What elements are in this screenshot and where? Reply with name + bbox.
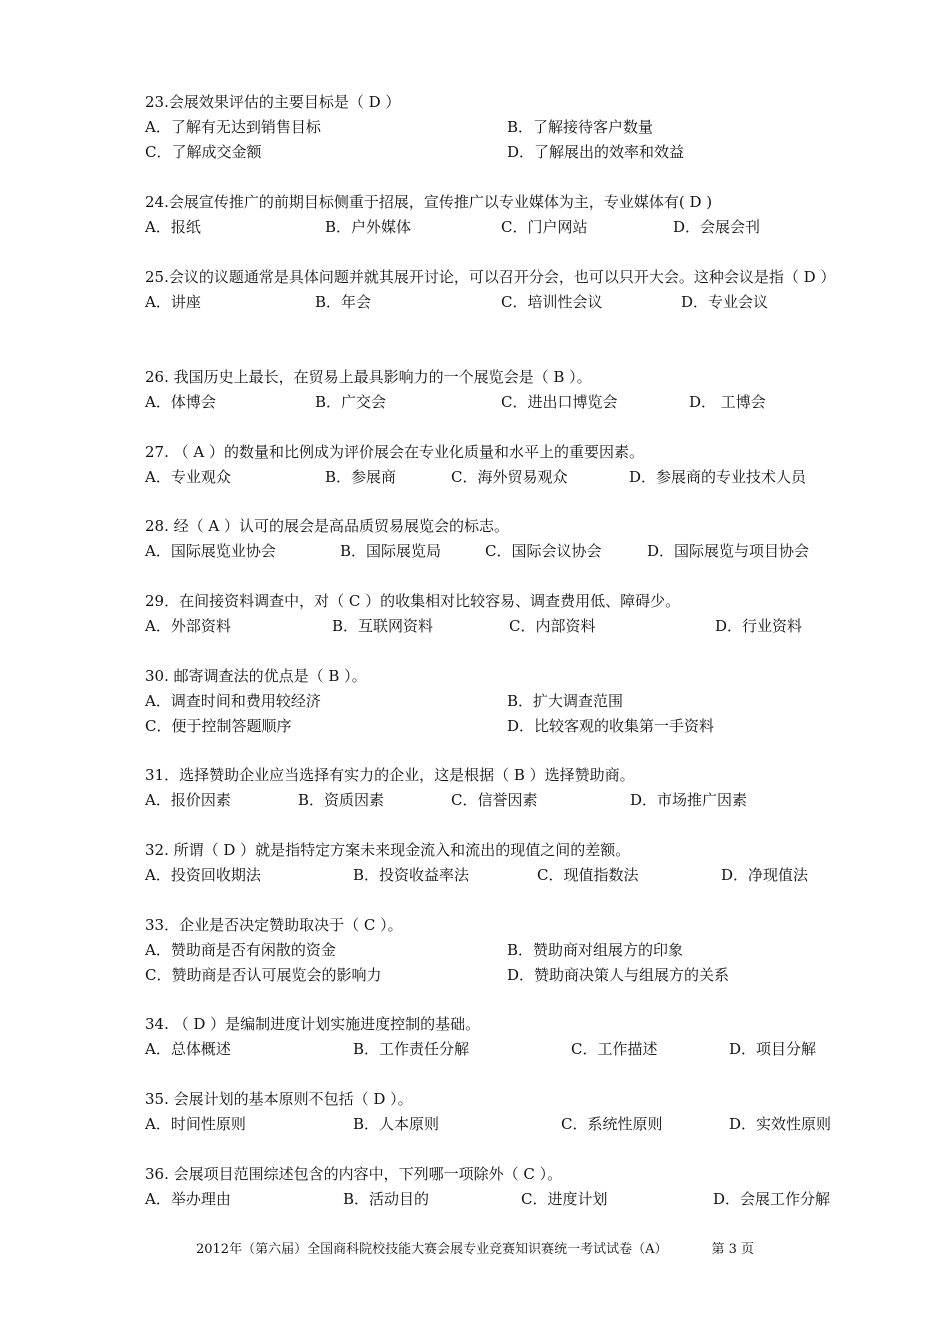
option-c: C．国际会议协会 — [485, 542, 602, 560]
option-c: C．工作描述 — [571, 1040, 658, 1058]
option-d: D．净现值法 — [721, 866, 809, 884]
option-b: B．活动目的 — [343, 1190, 430, 1208]
option-d: D．行业资料 — [715, 617, 803, 635]
option-d: D．了解展出的效率和效益 — [507, 143, 685, 161]
option-a: A．国际展览业协会 — [145, 542, 276, 560]
question-stem: 32. 所谓（ D ）就是指特定方案未来现金流入和流出的现值之间的差额。 — [145, 841, 631, 859]
option-c: C．进出口博览会 — [501, 393, 618, 411]
option-d: D．国际展览与项目协会 — [647, 542, 810, 560]
option-c: C．海外贸易观众 — [451, 468, 568, 486]
option-row — [145, 614, 845, 639]
option-d: D．项目分解 — [729, 1040, 817, 1058]
option-row — [145, 215, 845, 240]
question-stem: 34. （ D ）是编制进度计划实施进度控制的基础。 — [145, 1015, 481, 1033]
page-number: 第 3 页 — [711, 1242, 755, 1257]
option-c: C．门户网站 — [501, 218, 588, 236]
option-d: D．赞助商决策人与组展方的关系 — [507, 966, 730, 984]
option-c: C．现值指数法 — [537, 866, 639, 884]
question-33 — [145, 913, 845, 988]
option-row — [145, 539, 845, 564]
option-d: D．专业会议 — [681, 293, 769, 311]
option-row — [145, 390, 845, 415]
option-d: D．会展工作分解 — [713, 1190, 831, 1208]
option-d: D．会展会刊 — [673, 218, 761, 236]
option-a: A．投资回收期法 — [145, 866, 261, 884]
option-b: B．年会 — [315, 293, 372, 311]
option-a: A．了解有无达到销售目标 — [145, 118, 321, 136]
question-23 — [145, 90, 845, 165]
option-a: A．总体概述 — [145, 1040, 231, 1058]
option-d: D． 工博会 — [689, 393, 766, 411]
option-b: B．了解接待客户数量 — [507, 118, 654, 136]
option-a: A．专业观众 — [145, 468, 231, 486]
option-c: C．便于控制答题顺序 — [145, 717, 292, 735]
question-24 — [145, 190, 845, 240]
option-d: D．实效性原则 — [729, 1115, 832, 1133]
option-c: C．内部资料 — [509, 617, 596, 635]
option-row — [145, 115, 845, 140]
option-row — [145, 140, 845, 165]
option-a: A．讲座 — [145, 293, 201, 311]
question-stem: 28. 经（ A ）认可的展会是高品质贸易展览会的标志。 — [145, 517, 509, 535]
option-c: C．信誉因素 — [451, 791, 538, 809]
option-d: D．参展商的专业技术人员 — [629, 468, 807, 486]
option-b: B．人本原则 — [353, 1115, 440, 1133]
option-row — [145, 714, 845, 739]
option-b: B．参展商 — [325, 468, 397, 486]
option-c: C．系统性原则 — [561, 1115, 663, 1133]
option-a: A．报价因素 — [145, 791, 231, 809]
option-row — [145, 689, 845, 714]
option-b: B．工作责任分解 — [353, 1040, 470, 1058]
option-b: B．国际展览局 — [340, 542, 442, 560]
question-stem: 23.会展效果评估的主要目标是（ D ） — [145, 93, 401, 111]
option-a: A．时间性原则 — [145, 1115, 246, 1133]
question-stem: 24.会展宣传推广的前期目标侧重于招展，宣传推广以专业媒体为主，专业媒体有( D ) — [145, 193, 713, 211]
option-row — [145, 1037, 845, 1062]
option-c: C．培训性会议 — [501, 293, 603, 311]
question-stem: 30. 邮寄调查法的优点是（ B ）。 — [145, 667, 367, 685]
question-stem: 25.会议的议题通常是具体问题并就其展开讨论，可以召开分会，也可以只开大会。这种会议是指（ D ） — [145, 268, 836, 286]
option-row — [145, 863, 845, 888]
question-stem: 35. 会展计划的基本原则不包括（ D ）。 — [145, 1090, 413, 1108]
option-a: A．举办理由 — [145, 1190, 231, 1208]
option-row — [145, 290, 845, 315]
option-a: A．体博会 — [145, 393, 216, 411]
option-b: B．广交会 — [315, 393, 387, 411]
question-stem: 26. 我国历史上最长，在贸易上最具影响力的一个展览会是（ B ）。 — [145, 368, 592, 386]
question-30 — [145, 664, 845, 739]
option-row — [145, 963, 845, 988]
option-a: A．赞助商是否有闲散的资金 — [145, 941, 336, 959]
option-c: C．了解成交金额 — [145, 143, 262, 161]
option-a: A．外部资料 — [145, 617, 231, 635]
option-c: C．赞助商是否认可展览会的影响力 — [145, 966, 382, 984]
option-c: C．进度计划 — [521, 1190, 608, 1208]
option-a: A．调查时间和费用较经济 — [145, 692, 321, 710]
question-stem: 27. （ A ）的数量和比例成为评价展会在专业化质量和水平上的重要因素。 — [145, 443, 644, 461]
option-b: B．投资收益率法 — [353, 866, 470, 884]
footer-title: 2012年（第六届）全国商科院校技能大赛会展专业竞赛知识赛统一考试试卷（A） — [195, 1242, 668, 1257]
question-stem: 29．在间接资料调查中，对（ C ）的收集相对比较容易、调查费用低、障碍少。 — [145, 592, 681, 610]
option-b: B．赞助商对组展方的印象 — [507, 941, 684, 959]
option-row — [145, 1112, 845, 1137]
option-a: A．报纸 — [145, 218, 201, 236]
question-29 — [145, 589, 845, 639]
question-34 — [145, 1012, 845, 1062]
option-b: B．资质因素 — [298, 791, 385, 809]
question-35 — [145, 1087, 845, 1137]
question-32 — [145, 838, 845, 888]
question-stem: 31．选择赞助企业应当选择有实力的企业，这是根据（ B ）选择赞助商。 — [145, 766, 635, 784]
question-25 — [145, 265, 845, 315]
option-b: B．扩大调查范围 — [507, 692, 624, 710]
option-row — [145, 938, 845, 963]
option-d: D．比较客观的收集第一手资料 — [507, 717, 715, 735]
option-row — [145, 788, 845, 813]
option-b: B．互联网资料 — [332, 617, 434, 635]
option-row — [145, 465, 845, 490]
page-footer — [0, 1238, 950, 1257]
option-row — [145, 1187, 845, 1212]
option-b: B．户外媒体 — [325, 218, 412, 236]
question-31 — [145, 763, 845, 813]
question-36 — [145, 1162, 845, 1212]
question-stem: 33．企业是否决定赞助取决于（ C ）。 — [145, 916, 403, 934]
option-d: D．市场推广因素 — [630, 791, 748, 809]
question-stem: 36. 会展项目范围综述包含的内容中，下列哪一项除外（ C ）。 — [145, 1165, 563, 1183]
question-28 — [145, 514, 845, 564]
question-27 — [145, 440, 845, 490]
question-26 — [145, 365, 845, 415]
